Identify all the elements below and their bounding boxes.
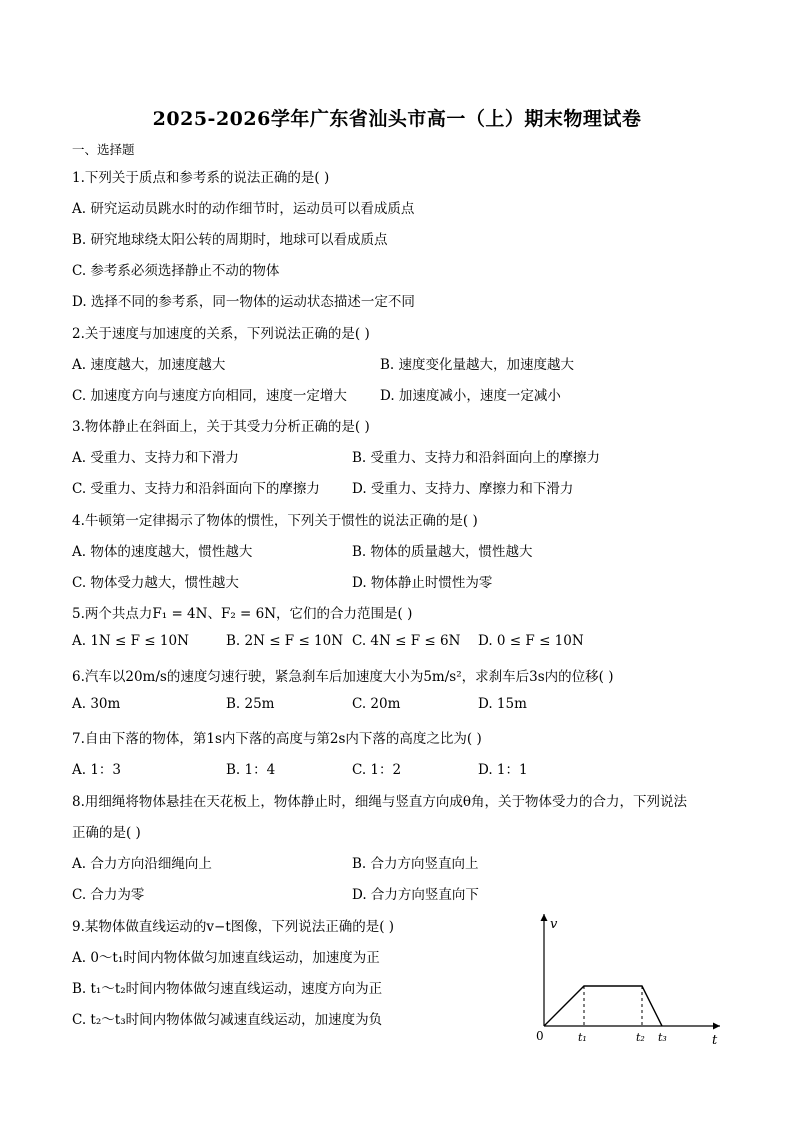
question-9-option-a[interactable]: A. 0～t₁时间内物体做匀加速直线运动，加速度为正 (72, 950, 380, 966)
question-9-option-c[interactable]: C. t₂～t₃时间内物体做匀减速直线运动，加速度为负 (72, 1012, 383, 1028)
t1-label: t₁ (578, 1031, 587, 1044)
question-6-option-c[interactable]: C. 20m (352, 696, 401, 712)
vt-graph (528, 908, 728, 1048)
question-3-option-d[interactable]: D. 受重力、支持力、摩擦力和下滑力 (352, 481, 574, 497)
origin-label: 0 (536, 1029, 544, 1043)
question-5-option-d[interactable]: D. 0 ≤ F ≤ 10N (478, 633, 584, 649)
question-5-stem: 5.两个共点力F₁ = 4N、F₂ = 6N，它们的合力范围是( ) (72, 606, 413, 622)
question-9-stem: 9.某物体做直线运动的v−t图像，下列说法正确的是( ) (72, 919, 395, 935)
question-4-option-d[interactable]: D. 物体静止时惯性为零 (352, 575, 493, 591)
question-3-option-c[interactable]: C. 受重力、支持力和沿斜面向下的摩擦力 (72, 481, 320, 497)
question-4-option-c[interactable]: C. 物体受力越大，惯性越大 (72, 575, 239, 591)
question-2-option-a[interactable]: A. 速度越大，加速度越大 (72, 357, 226, 373)
question-2-option-d[interactable]: D. 加速度减小，速度一定减小 (380, 388, 561, 404)
question-8-option-c[interactable]: C. 合力为零 (72, 887, 145, 903)
question-5-option-a[interactable]: A. 1N ≤ F ≤ 10N (72, 633, 189, 649)
question-9-option-b[interactable]: B. t₁～t₂时间内物体做匀速直线运动，速度方向为正 (72, 981, 383, 997)
question-4-option-a[interactable]: A. 物体的速度越大，惯性越大 (72, 544, 253, 560)
question-3-option-b[interactable]: B. 受重力、支持力和沿斜面向上的摩擦力 (352, 450, 601, 466)
question-3-option-a[interactable]: A. 受重力、支持力和下滑力 (72, 450, 239, 466)
question-1-option-d[interactable]: D. 选择不同的参考系，同一物体的运动状态描述一定不同 (72, 294, 415, 310)
section-heading: 一、选择题 (72, 142, 135, 157)
v-axis-label: v (550, 917, 558, 932)
question-8-option-b[interactable]: B. 合力方向竖直向上 (352, 856, 479, 872)
question-6-option-a[interactable]: A. 30m (72, 696, 121, 712)
vt-curve (544, 986, 662, 1026)
question-7-option-c[interactable]: C. 1：2 (352, 762, 402, 778)
t-axis-label: t (712, 1033, 718, 1048)
question-6-option-b[interactable]: B. 25m (226, 696, 275, 712)
question-7-option-a[interactable]: A. 1：3 (72, 762, 122, 778)
question-1-option-c[interactable]: C. 参考系必须选择静止不动的物体 (72, 263, 280, 279)
question-7-stem: 7.自由下落的物体，第1s内下落的高度与第2s内下落的高度之比为( ) (72, 731, 482, 747)
question-2-option-b[interactable]: B. 速度变化量越大，加速度越大 (380, 357, 575, 373)
question-4-stem: 4.牛顿第一定律揭示了物体的惯性，下列关于惯性的说法正确的是( ) (72, 513, 478, 529)
t3-label: t₃ (658, 1031, 667, 1044)
question-1-stem: 1.下列关于质点和参考系的说法正确的是( ) (72, 170, 330, 186)
question-8-stem-line1: 8.用细绳将物体悬挂在天花板上，物体静止时，细绳与竖直方向成θ角，关于物体受力的合力，下列说法 (72, 794, 688, 810)
question-5-option-c[interactable]: C. 4N ≤ F ≤ 6N (352, 633, 461, 649)
question-6-stem: 6.汽车以20m/s的速度匀速行驶，紧急刹车后加速度大小为5m/s²，求刹车后3s内的位移( ) (72, 669, 614, 685)
question-2-option-c[interactable]: C. 加速度方向与速度方向相同，速度一定增大 (72, 388, 347, 404)
question-6-option-d[interactable]: D. 15m (478, 696, 527, 712)
question-3-stem: 3.物体静止在斜面上，关于其受力分析正确的是( ) (72, 419, 370, 435)
t2-label: t₂ (636, 1031, 645, 1044)
question-4-option-b[interactable]: B. 物体的质量越大，惯性越大 (352, 544, 533, 560)
question-8-stem-line2: 正确的是( ) (72, 825, 141, 841)
question-7-option-d[interactable]: D. 1：1 (478, 762, 528, 778)
question-8-option-a[interactable]: A. 合力方向沿细绳向上 (72, 856, 212, 872)
question-1-option-a[interactable]: A. 研究运动员跳水时的动作细节时，运动员可以看成质点 (72, 201, 415, 217)
question-8-option-d[interactable]: D. 合力方向竖直向下 (352, 887, 479, 903)
question-2-stem: 2.关于速度与加速度的关系，下列说法正确的是( ) (72, 326, 370, 342)
question-5-option-b[interactable]: B. 2N ≤ F ≤ 10N (226, 633, 344, 649)
question-7-option-b[interactable]: B. 1：4 (226, 762, 276, 778)
question-1-option-b[interactable]: B. 研究地球绕太阳公转的周期时，地球可以看成质点 (72, 232, 388, 248)
page-title: 2025-2026学年广东省汕头市高一（上）期末物理试卷 (152, 108, 642, 130)
